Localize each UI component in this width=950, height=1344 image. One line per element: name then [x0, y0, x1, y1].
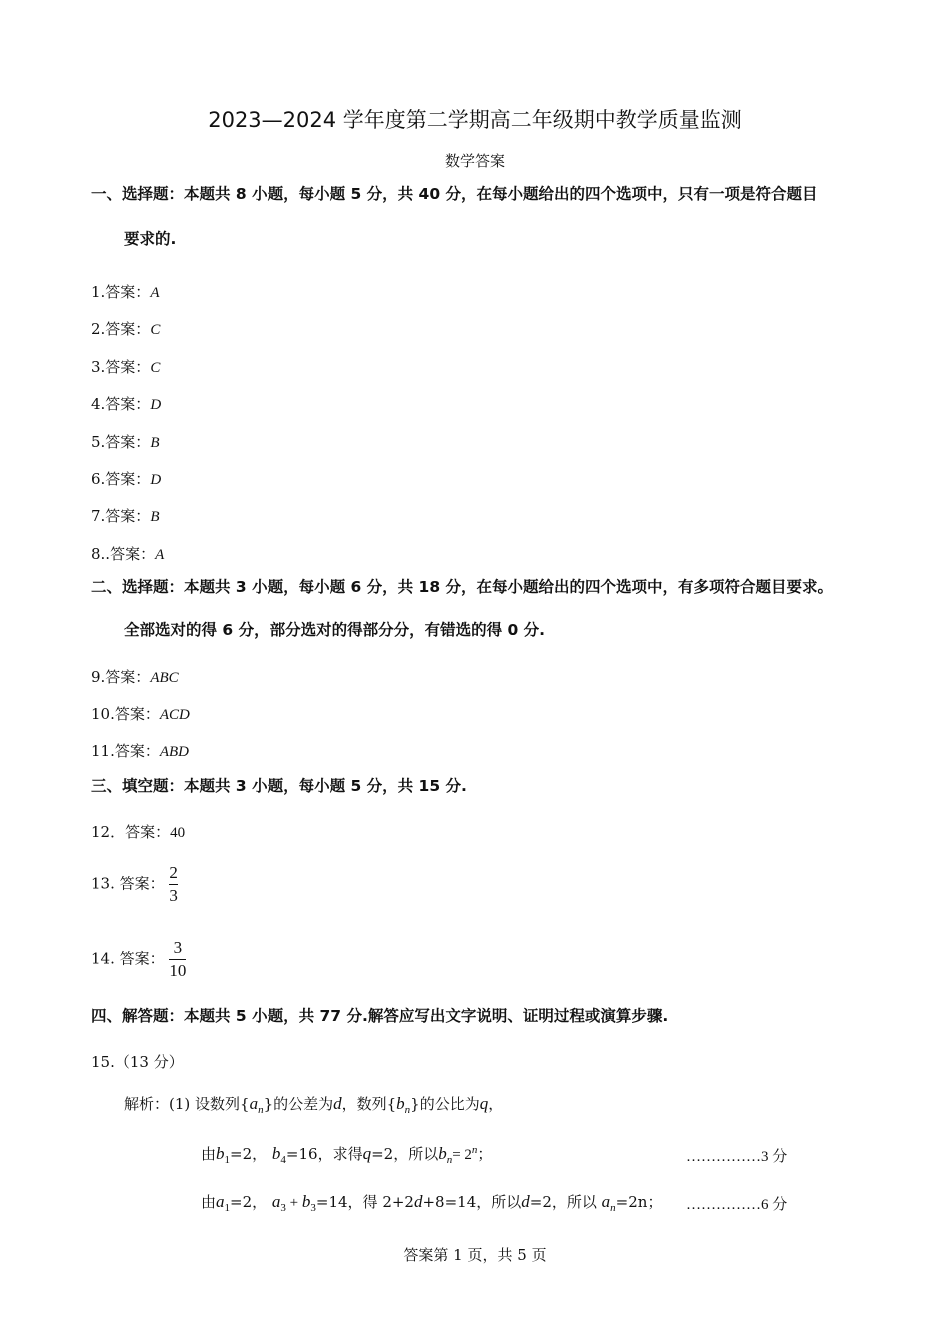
q15-step2: 由$a_1=2$， $a_3 + b_3=14$，得 2+2d+8=14，所以d=2，所以 $a_n=2n$；: [201, 1192, 663, 1214]
answer-row: [91, 543, 164, 564]
answer-14-label: 14. 答案：: [91, 949, 165, 968]
text: =2n；: [615, 1193, 663, 1211]
answer-label: 6.答案：: [91, 470, 151, 488]
answer-row: [91, 740, 189, 761]
answer-value: A: [150, 285, 160, 301]
text: = 2: [452, 1147, 472, 1163]
section1-heading-line2: 要求的.: [124, 230, 177, 248]
var-b: b: [216, 1144, 225, 1163]
var-a: a: [601, 1192, 611, 1211]
sub-n: n: [258, 1104, 264, 1116]
sub-3: 3: [280, 1202, 286, 1214]
q15-step1: [201, 1143, 492, 1166]
var-a: a: [216, 1192, 225, 1211]
answer-14-fraction: [169, 937, 186, 982]
answer-label: 8..答案：: [91, 544, 156, 563]
text: 由: [201, 1145, 217, 1163]
sub-1: 1: [224, 1202, 231, 1214]
answer-label: 10.答案：: [91, 705, 160, 723]
answer-13-denominator: 3: [169, 886, 178, 905]
var-q: q: [362, 1144, 372, 1163]
answer-label: 3.答案：: [91, 357, 151, 376]
text: =2，所以: [371, 1145, 439, 1163]
sub-4: 4: [280, 1154, 286, 1166]
var-d: d: [333, 1094, 342, 1113]
var-b: b: [301, 1192, 311, 1211]
text: =14，得 2+2: [315, 1193, 414, 1211]
answer-value: C: [150, 322, 161, 339]
answer-value: B: [150, 509, 160, 526]
text: }的公差为: [263, 1095, 334, 1113]
sup-n: n: [471, 1144, 478, 1156]
answer-14-numerator: 3: [173, 938, 183, 957]
var-d: d: [413, 1192, 423, 1211]
section4-heading: 四、解答题：本题共 5 小题，共 77 分.解答应写出文字说明、证明过程或演算步骤.: [91, 1007, 669, 1025]
var-q: q: [479, 1094, 489, 1113]
answer-row: [91, 431, 159, 452]
section2-heading-line2: 全部选对的得 6 分，部分选对的得部分分，有错选的得 0 分.: [124, 621, 546, 639]
answer-label: 5.答案：: [91, 432, 151, 451]
var-b: b: [271, 1144, 281, 1163]
answer-value: D: [150, 397, 162, 414]
text: =2，所以: [529, 1193, 597, 1211]
var-a: a: [271, 1192, 281, 1211]
q15-header: 15.（13 分）: [91, 1053, 184, 1071]
answer-13-fraction: [169, 862, 178, 907]
answer-value: A: [155, 546, 165, 563]
page-subtitle: 数学答案: [444, 152, 505, 170]
answer-13-numerator: 2: [169, 863, 178, 882]
var-d: d: [521, 1192, 530, 1211]
answer-row: [91, 393, 161, 414]
answer-label: 7.答案：: [91, 507, 151, 526]
answer-value: ABC: [150, 670, 179, 686]
answer-label: 1.答案：: [91, 283, 151, 301]
var-b: b: [396, 1094, 405, 1113]
answer-13: [91, 862, 178, 907]
text: =16，求得: [285, 1145, 363, 1163]
page-title: 2023—2024 学年度第二学期高二年级期中教学质量监测: [208, 108, 742, 132]
answer-14: [91, 937, 186, 982]
text: 由: [201, 1193, 217, 1211]
answer-label: 11.答案：: [91, 742, 160, 760]
answer-value: D: [150, 472, 162, 488]
answer-row: [91, 468, 161, 489]
section3-heading: 三、填空题：本题共 3 小题，每小题 5 分，共 15 分.: [91, 777, 467, 795]
section1-heading-line1: 一、选择题：本题共 8 小题，每小题 5 分，共 40 分，在每小题给出的四个选项中，只有一项是符合题目: [91, 185, 818, 203]
sub-n: n: [446, 1154, 453, 1166]
answer-row: [91, 703, 190, 724]
answer-label: 4.答案：: [91, 395, 151, 414]
answer-row: [91, 666, 179, 687]
answer-row: [91, 318, 160, 339]
page-footer: 答案第 1 页，共 5 页: [403, 1246, 547, 1264]
section2-heading-line1: 二、选择题：本题共 3 小题，每小题 6 分，共 18 分，在每小题给出的四个选项中，有多项符合题目要求。: [91, 578, 834, 596]
answer-value: ABD: [159, 744, 190, 760]
answer-value: C: [150, 359, 161, 376]
text: +8=14，所以: [422, 1193, 522, 1211]
text: ，数列{: [341, 1095, 397, 1113]
answer-label: 2.答案：: [91, 320, 151, 339]
sub-n: n: [404, 1104, 411, 1116]
q15-intro: [124, 1093, 503, 1116]
answer-row: [91, 356, 160, 377]
var-a: a: [249, 1094, 259, 1113]
text: ，: [488, 1095, 504, 1113]
answer-13-label: 13. 答案：: [91, 874, 165, 893]
text: 解析：(1) 设数列{: [124, 1095, 250, 1113]
sub-1: 1: [224, 1154, 231, 1166]
answer-row: [91, 281, 159, 302]
text: =2，: [230, 1193, 268, 1211]
q15-step1-score: ……………3 分: [686, 1149, 788, 1165]
answer-12-value: 40: [170, 825, 186, 841]
text: }的公比为: [410, 1095, 480, 1113]
answer-value: ACD: [159, 707, 190, 723]
answer-12-label: 12．答案：: [91, 823, 171, 841]
sub-3: 3: [310, 1202, 316, 1214]
q15-step2-score: ……………6 分: [686, 1197, 788, 1213]
var-b: b: [438, 1144, 447, 1163]
answer-row: [91, 505, 159, 526]
answer-label: 9.答案：: [91, 668, 151, 686]
text: ；: [477, 1145, 493, 1163]
text: =2，: [230, 1145, 268, 1163]
sub-n: n: [610, 1202, 616, 1214]
answer-value: B: [150, 434, 160, 451]
answer-14-denominator: 10: [169, 961, 187, 980]
answer-12: [91, 821, 185, 842]
